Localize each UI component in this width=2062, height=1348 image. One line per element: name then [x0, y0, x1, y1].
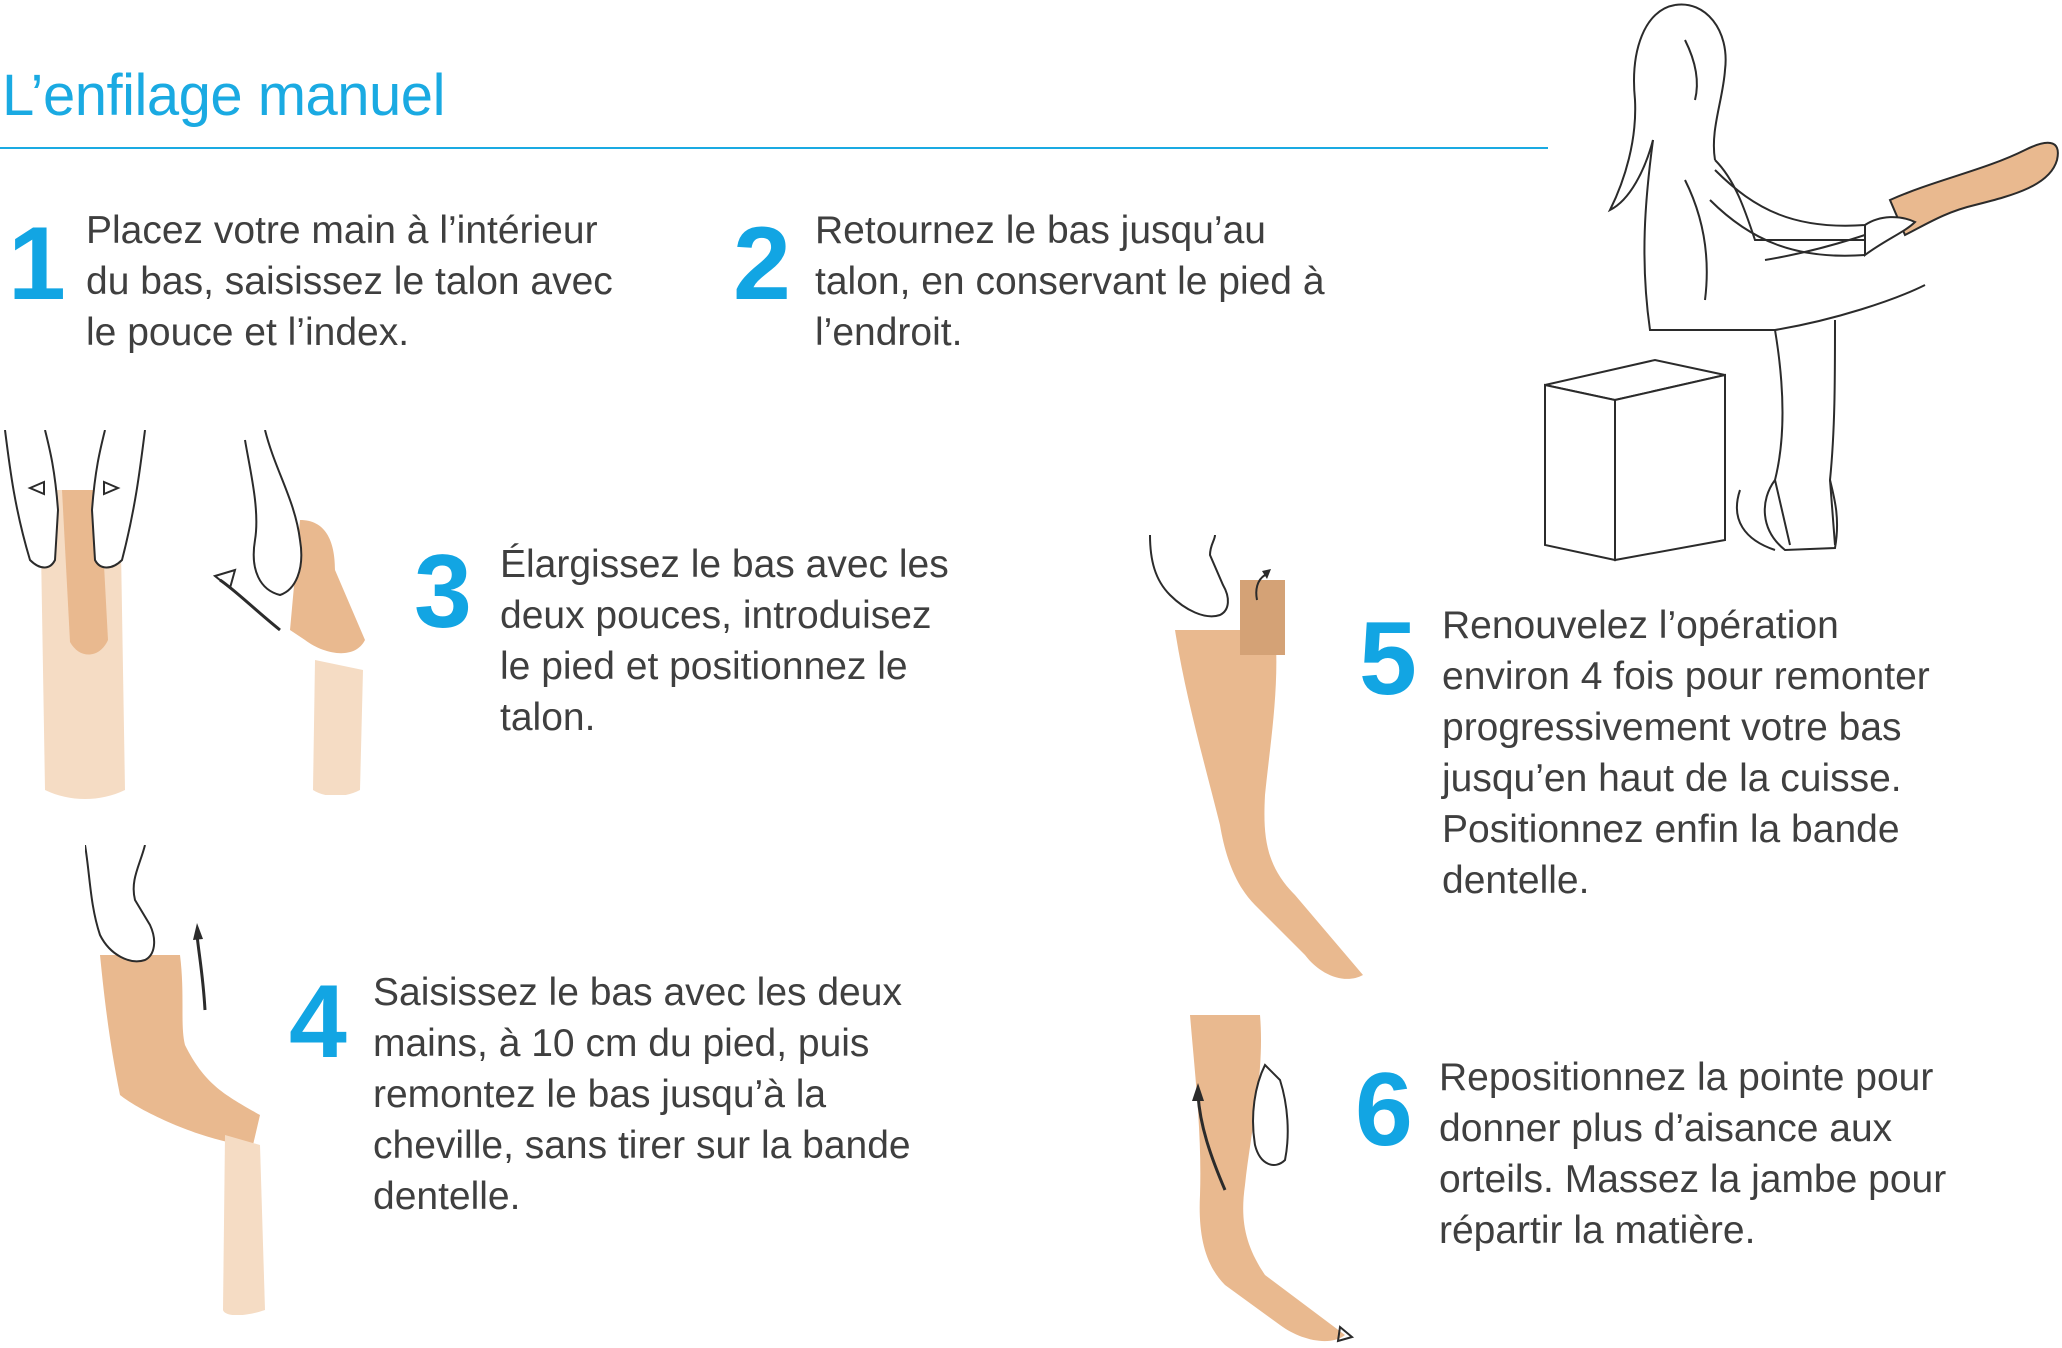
- step-2-illustration: [205, 430, 365, 795]
- step-4-text: Saisissez le bas avec les deux mains, à 10 cm du pied, puis remontez le bas jusqu’à la cheville, sans tirer sur la bande dentelle.: [373, 971, 911, 1218]
- step-1-illustration: [0, 430, 150, 805]
- woman-seated-illustration: [1535, 0, 2062, 572]
- step-4-number: 4: [289, 964, 347, 1080]
- step-3-number: 3: [414, 534, 472, 650]
- step-4-illustration: [85, 845, 275, 1315]
- step-3-text: Élargissez le bas avec les deux pouces, introduisez le pied et positionnez le talon.: [500, 543, 949, 739]
- step-5-number: 5: [1359, 601, 1417, 717]
- step-1-text: Placez votre main à l’intérieur du bas, saisissez le talon avec le pouce et l’index.: [86, 209, 613, 354]
- step-2-text: Retournez le bas jusqu’au talon, en conservant le pied à l’endroit.: [815, 209, 1325, 354]
- step-6-number: 6: [1355, 1052, 1413, 1168]
- page-title: L’enfilage manuel: [2, 63, 445, 128]
- step-6-text: Repositionnez la pointe pour donner plus d’aisance aux orteils. Massez la jambe pour répartir la matière.: [1439, 1056, 1947, 1252]
- step-5-text: Renouvelez l’opération environ 4 fois pour remonter progressivement votre bas jusqu’en haut de la cuisse. Positionnez enfin la bande dentelle.: [1442, 604, 1930, 902]
- step-2-number: 2: [733, 206, 791, 322]
- step-1-number: 1: [8, 206, 66, 322]
- step-6-illustration: [1170, 1015, 1380, 1345]
- title-divider: [0, 147, 1548, 149]
- step-5-illustration: [1145, 535, 1370, 985]
